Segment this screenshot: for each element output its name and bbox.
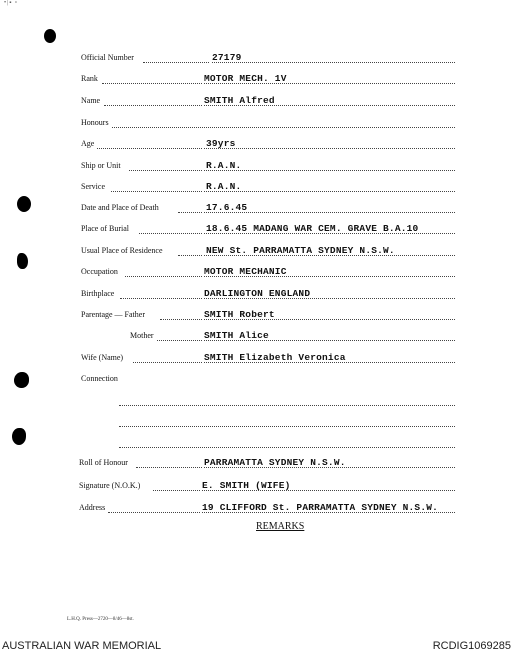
field-label: Connection	[81, 374, 118, 383]
field-label: Wife (Name)	[81, 353, 124, 362]
field-label: Parentage — Father	[81, 310, 145, 319]
field-value: 19 CLIFFORD St. PARRAMATTA SYDNEY N.S.W.	[202, 502, 439, 513]
field-value: PARRAMATTA SYDNEY N.S.W.	[204, 457, 346, 468]
field-value: MOTOR MECHANIC	[204, 266, 287, 277]
dotted-leader	[204, 224, 455, 234]
field-value: SMITH Alfred	[204, 95, 275, 106]
dotted-leader	[204, 267, 455, 277]
dotted-leader	[204, 161, 455, 171]
field-value: 17.6.45	[206, 202, 248, 213]
field-label: Mother	[130, 331, 154, 340]
dotted-leader	[129, 161, 202, 171]
dotted-leader	[104, 96, 202, 106]
dotted-leader	[111, 182, 202, 192]
field-value: 18.6.45 MADANG WAR CEM. GRAVE B.A.10	[206, 223, 419, 234]
field-roll-of-honour	[0, 458, 515, 472]
dotted-leader	[204, 96, 455, 106]
field-label: Name	[81, 96, 101, 105]
dotted-leader	[204, 246, 455, 256]
field-honours	[0, 118, 515, 132]
connection-blank-line	[119, 396, 455, 406]
field-official-number	[0, 53, 515, 67]
dotted-leader	[204, 74, 455, 84]
field-label: Roll of Honour	[79, 458, 128, 467]
field-mother	[0, 331, 515, 345]
dotted-leader	[202, 481, 455, 491]
dotted-leader	[112, 118, 455, 128]
field-ship-or-unit	[0, 161, 515, 175]
field-occupation	[0, 267, 515, 281]
dotted-leader	[204, 182, 455, 192]
field-place-of-burial	[0, 224, 515, 238]
field-value: MOTOR MECH. 1V	[204, 73, 287, 84]
dotted-leader	[212, 53, 455, 63]
field-date-place-death	[0, 203, 515, 217]
field-value: 27179	[212, 52, 242, 63]
connection-blank-line	[119, 417, 455, 427]
dotted-leader	[204, 289, 455, 299]
dotted-leader	[160, 310, 202, 320]
field-label: Honours	[81, 118, 109, 127]
field-label: Signature (N.O.K.)	[79, 481, 141, 490]
credit-bar	[0, 637, 515, 654]
dotted-leader	[102, 74, 202, 84]
dotted-leader	[157, 331, 202, 341]
dotted-leader	[108, 503, 200, 513]
field-label: Occupation	[81, 267, 118, 276]
field-connection	[0, 374, 515, 388]
field-rank	[0, 74, 515, 88]
field-value: SMITH Elizabeth Veronica	[204, 352, 346, 363]
printer-imprint: L.H.Q. Press—2720—8/46—8st.	[67, 617, 134, 622]
field-value: R.A.N.	[206, 160, 242, 171]
field-signature-nok	[0, 481, 515, 495]
field-parentage-father	[0, 310, 515, 324]
dotted-leader	[120, 289, 202, 299]
dotted-leader	[204, 310, 455, 320]
dotted-leader	[204, 139, 455, 149]
dotted-leader	[133, 353, 202, 363]
field-name	[0, 96, 515, 110]
punch-hole-icon	[44, 29, 56, 43]
archive-credit: AUSTRALIAN WAR MEMORIAL	[2, 640, 162, 652]
dotted-leader	[202, 503, 455, 513]
dotted-leader	[139, 224, 202, 234]
field-value: SMITH Robert	[204, 309, 275, 320]
field-label: Usual Place of Residence	[81, 246, 163, 255]
field-label: Rank	[81, 74, 98, 83]
field-wife-name	[0, 353, 515, 367]
dotted-leader	[204, 353, 455, 363]
field-value: NEW St. PARRAMATTA SYDNEY N.S.W.	[206, 245, 395, 256]
field-age	[0, 139, 515, 153]
dotted-leader	[204, 203, 455, 213]
field-value: E. SMITH (WIFE)	[202, 480, 291, 491]
field-value: DARLINGTON ENGLAND	[204, 288, 311, 299]
dotted-leader	[178, 203, 202, 213]
field-label: Date and Place of Death	[81, 203, 159, 212]
dotted-leader	[204, 331, 455, 341]
connection-blank-line	[119, 438, 455, 448]
dotted-leader	[136, 458, 202, 468]
field-address	[0, 503, 515, 517]
punch-hole-icon	[12, 428, 26, 445]
dotted-leader	[153, 481, 200, 491]
field-value: SMITH Alice	[204, 330, 269, 341]
field-label: Service	[81, 182, 105, 191]
field-usual-residence	[0, 246, 515, 260]
dotted-leader	[125, 267, 202, 277]
field-label: Place of Burial	[81, 224, 129, 233]
dotted-leader	[204, 458, 455, 468]
dotted-leader	[143, 53, 209, 63]
top-edge-mark: •|▪ ▫	[4, 0, 19, 6]
field-label: Official Number	[81, 53, 134, 62]
field-label: Address	[79, 503, 106, 512]
field-birthplace	[0, 289, 515, 303]
dotted-leader	[178, 246, 202, 256]
field-value: R.A.N.	[206, 181, 242, 192]
field-label: Birthplace	[81, 289, 115, 298]
record-id: RCDIG1069285	[432, 640, 511, 652]
field-label: Ship or Unit	[81, 161, 121, 170]
remarks-heading: REMARKS	[256, 521, 305, 532]
dotted-leader	[97, 139, 202, 149]
field-label: Age	[81, 139, 95, 148]
field-service	[0, 182, 515, 196]
field-value: 39yrs	[206, 138, 236, 149]
